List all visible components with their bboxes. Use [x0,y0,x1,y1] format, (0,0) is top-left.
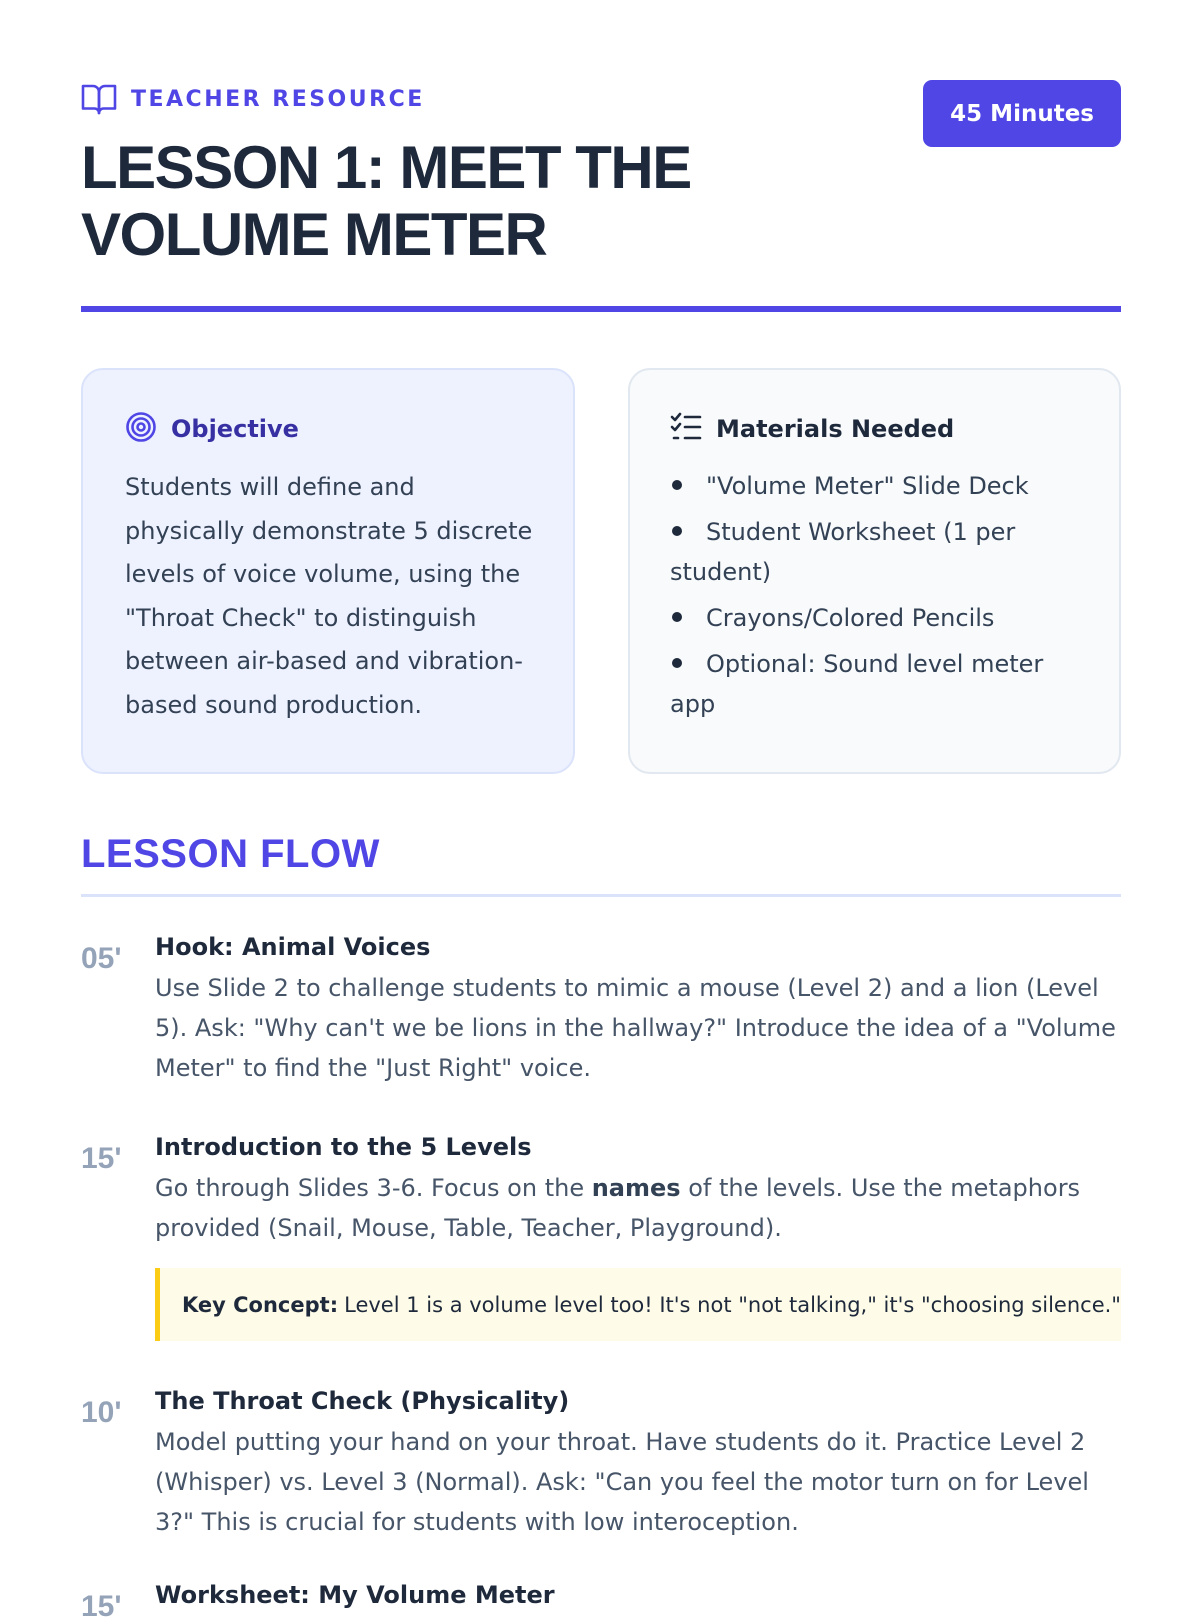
step-time: 15' [81,1590,122,1623]
materials-header [670,412,1089,446]
kicker-label: TEACHER RESOURCE [131,86,425,112]
step-title: The Throat Check (Physicality) [155,1387,570,1415]
materials-list [670,466,1089,724]
objective-header [125,412,533,446]
objective-card [81,368,575,774]
step-title: Introduction to the 5 Levels [155,1133,532,1161]
objective-text: Students will define and physically demonstrate 5 discrete levels of voice volume, using the "Throat Check" to distinguish between air-based and vibration-based sound production. [125,473,533,719]
step-time: 15' [81,1142,122,1175]
list-item: Optional: Sound level meter app [670,650,1044,718]
list-item: Student Worksheet (1 per student) [670,518,1016,586]
step-title: Hook: Animal Voices [155,933,431,961]
step-description: Go through Slides 3-6. Focus on the names of the levels. Use the metaphors provided (Snail, Mouse, Table, Teacher, Playground). [155,1174,1081,1242]
key-concept-label: Key Concept: [182,1292,339,1317]
list-item: "Volume Meter" Slide Deck [670,466,1089,506]
duration-badge: 45 Minutes [923,80,1121,147]
checklist-icon [670,412,702,446]
page-title: LESSON 1: MEET THE VOLUME METER [81,134,691,268]
step-description: Model putting your hand on your throat. Have students do it. Practice Level 2 (Whisper) vs. Level 3 (Normal). Ask: "Can you feel the motor turn on for Level 3?" This is crucial for students with low interoception. [155,1428,1089,1536]
objective-title: Objective [171,415,299,443]
key-concept-callout [155,1268,1121,1341]
materials-title: Materials Needed [716,415,955,443]
lesson-flow-divider [81,894,1121,897]
target-icon [125,411,157,447]
resource-kicker [81,83,425,115]
open-book-icon [81,83,117,115]
materials-card [628,368,1121,774]
step-description: Use Slide 2 to challenge students to mimic a mouse (Level 2) and a lion (Level 5). Ask: "Why can't we be lions in the hallway?" Introduce the idea of a "Volume Meter" to find the "Just Right" voice. [155,974,1116,1082]
step-title: Worksheet: My Volume Meter [155,1581,555,1609]
key-concept-text: Level 1 is a volume level too! It's not "not talking," it's "choosing silence." [344,1292,1121,1317]
header-divider [81,306,1121,312]
step-time: 05' [81,942,122,975]
list-item: Crayons/Colored Pencils [670,598,1089,638]
step-time: 10' [81,1396,122,1429]
lesson-flow-heading: LESSON FLOW [81,832,380,876]
lesson-page [81,0,1121,1623]
emphasis-text: names [591,1174,681,1202]
